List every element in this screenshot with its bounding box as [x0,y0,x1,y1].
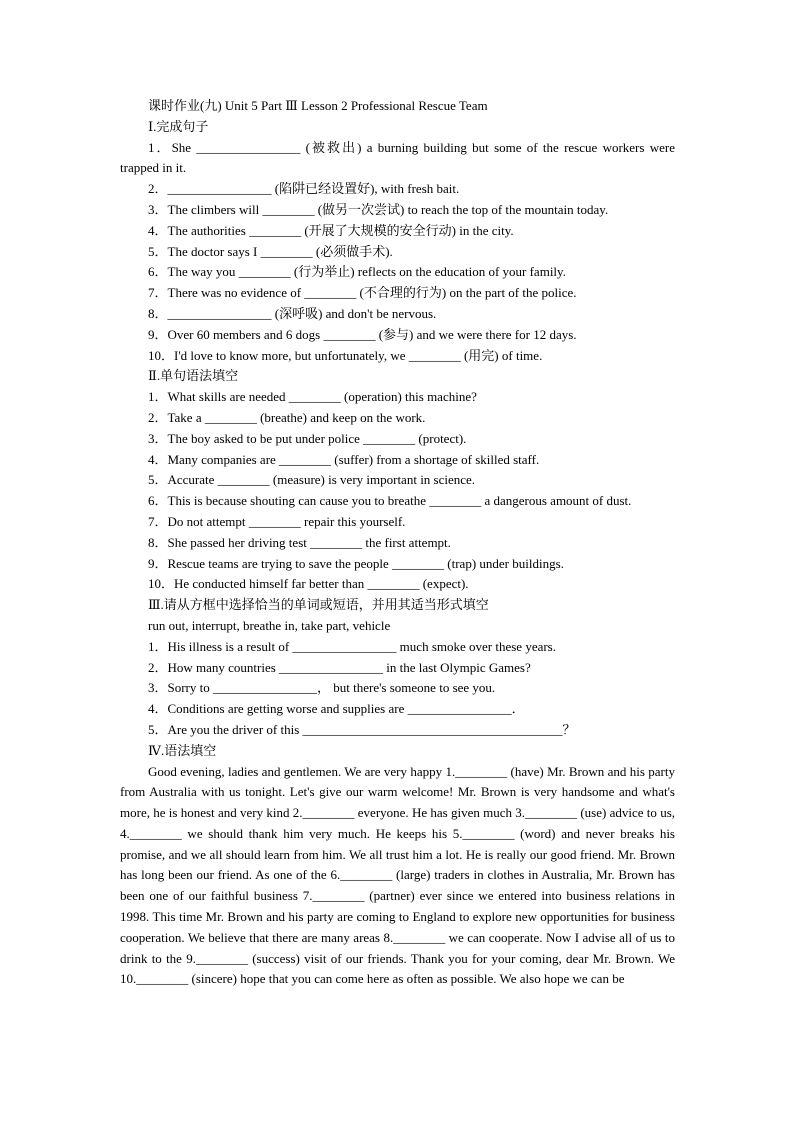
s3-item-1: 1．His illness is a result of ________________ much smoke over these years. [148,638,556,654]
worksheet-title: 课时作业(九) Unit 5 Part Ⅲ Lesson 2 Professional Rescue Team [148,98,488,113]
s1-item-9: 9．Over 60 members and 6 dogs ________ (参与) and we were there for 12 days. [148,326,577,342]
s2-item-3: 3．The boy asked to be put under police ________ (protect). [148,430,467,446]
section-heading-2: Ⅱ.单句语法填空 [148,368,239,384]
word-box: run out, interrupt, breathe in, take part, vehicle [148,617,391,633]
s1-item-4: 4．The authorities ________ (开展了大规模的安全行动) in the city. [148,222,514,238]
s1-item-5: 5．The doctor says I ________ (必须做手术). [148,243,393,259]
s2-item-2: 2．Take a ________ (breathe) and keep on the work. [148,409,426,425]
s1-item-6: 6．The way you ________ (行为举止) reflects on the education of your family. [148,264,566,280]
s2-item-7: 7．Do not attempt ________ repair this yourself. [148,513,406,529]
s2-item-5: 5．Accurate ________ (measure) is very important in science. [148,472,476,488]
s1-item-3: 3．The climbers will ________ (做另一次尝试) to reach the top of the mountain today. [148,201,609,217]
s2-item-8: 8．She passed her driving test ________ the first attempt. [148,534,451,550]
s3-item-4: 4．Conditions are getting worse and supplies are ________________． [148,701,525,717]
section-heading-1: Ⅰ.完成句子 [148,118,209,134]
s2-item-10: 10．He conducted himself far better than ________ (expect). [148,576,469,592]
s3-item-5: 5．Are you the driver of this ________________________________________？ [148,721,576,737]
section-heading-3: Ⅲ.请从方框中选择恰当的单词或短语，并用其适当形式填空 [148,597,489,613]
cloze-passage: Good evening, ladies and gentlemen. We are very happy 1.________ (have) Mr. Brown and his party from Australia with us tonight. Let's give our warm welcome! Mr. Brown is very handsome and what's more, he is honest and very kind 2.________ everyone. He has given much 3.________ (use) advice to us, 4.________ we should thank him very much. He keeps his 5.________ (word) and never breaks his promise, and we all should learn from him. We all trust him a lot. He is really our good friend. Mr. Brown has long been our friend. As one of the 6.________ (large) traders in clothes in Australia, Mr. Brown has been one of our faithful business 7.________ (partner) ever since we entered into business relations in 1998. This time Mr. Brown and his party are coming to England to explore new opportunities for business cooperation. We believe that there are many areas 8.________ we can cooperate. Now I advise all of us to drink to the 9.________ (success) visit of our friends. Thank you for your coming, dear Mr. Brown. We 10.________ (sincere) hope that you can come here as often as possible. We also hope we can be [120,763,675,987]
s1-item-8: 8．________________ (深呼吸) and don't be nervous. [148,305,437,321]
s2-item-1: 1．What skills are needed ________ (operation) this machine? [148,389,477,405]
s1-item-10: 10．I'd love to know more, but unfortunately, we ________ (用完) of time. [148,347,543,363]
s2-item-4: 4．Many companies are ________ (suffer) from a shortage of skilled staff. [148,451,540,467]
s3-item-2: 2．How many countries ________________ in the last Olympic Games? [148,659,531,675]
s1-item-7: 7．There was no evidence of ________ (不合理的行为) on the part of the police. [148,285,577,301]
worksheet-page [120,96,675,990]
s1-item-1: 1．She ________________ (被救出) a burning building but some of the rescue workers were trapped in it. [120,139,675,176]
s1-item-2: 2．________________ (陷阱已经设置好), with fresh bait. [148,181,460,197]
s2-item-9: 9．Rescue teams are trying to save the people ________ (trap) under buildings. [148,555,564,571]
section-heading-4: Ⅳ.语法填空 [148,742,217,758]
s3-item-3: 3．Sorry to ________________， but there's someone to see you. [148,680,496,696]
s2-item-6: 6．This is because shouting can cause you to breathe ________ a dangerous amount of dust. [148,493,632,509]
